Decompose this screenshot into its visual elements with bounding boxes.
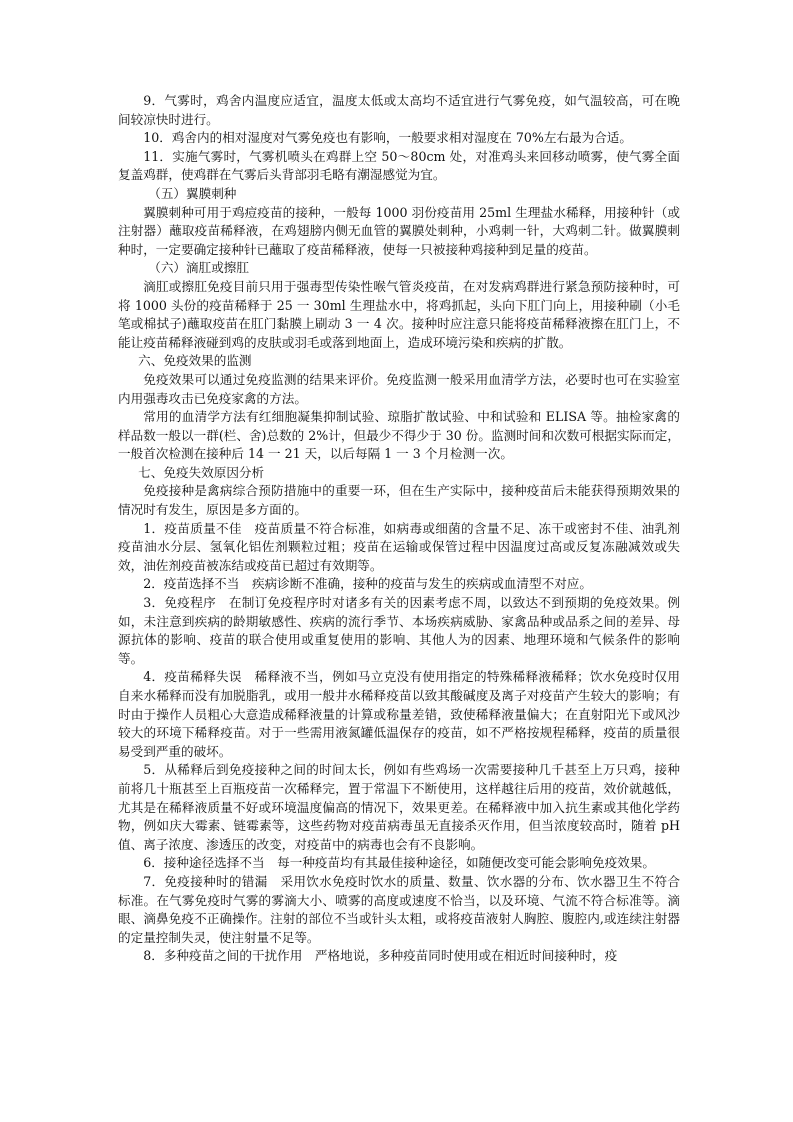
section-heading: （五）翼膜刺种 — [148, 185, 237, 201]
paragraph: 翼膜刺种可用于鸡痘疫苗的接种，一般每 1000 羽份疫苗用 25ml 生理盐水稀释，用接种针（或注射器）蘸取疫苗稀释液，在鸡翅膀内侧无血管的翼膜处刺种，小鸡刺一针，大鸡刺二针。做翼膜刺种时，一定要确定接种针已蘸取了疫苗稀释液，使每一只被接种鸡接种到足量的疫苗。 — [118, 204, 680, 257]
section-heading: 六、免疫效果的监测 — [138, 353, 252, 369]
paragraph: 5．从稀释后到免疫接种之间的时间太长，例如有些鸡场一次需要接种几千甚至上万只鸡，接种前将几十瓶甚至上百瓶疫苗一次稀释完，置于常温下不断使用，这样越往后用的疫苗，效价就越低，尤其是在稀释液质量不好或环境温度偏高的情况下，效果更差。在稀释液中加入抗生素或其他化学药物，例如庆大霉素、链霉素等，这些药物对疫苗病毒虽无直接杀灭作用，但当浓度较高时，随着 pH 值、离子浓度、渗透压的改变，对疫苗中的病毒也会有不良影响。 — [118, 762, 680, 852]
paragraph: 9．气雾时，鸡舍内温度应适宜，温度太低或太高均不适宜进行气雾免疫，如气温较高，可在晚间较凉快时进行。 — [118, 93, 680, 127]
section-heading: （六）滴肛或擦肛 — [148, 260, 249, 276]
paragraph: 10．鸡舍内的相对湿度对气雾免疫也有影响，一般要求相对湿度在 70%左右最为合适。 — [143, 130, 632, 146]
paragraph: 3．免疫程序 在制订免疫程序时对诸多有关的因素考虑不周，以致达不到预期的免疫效果。例如，未注意到疾病的龄期敏感性、疾病的流行季节、本场疾病威胁、家禽品种或品系之间的差异、母源抗体的影响、疫苗的联合使用或重复使用的影响、其他人为的因素、地理环境和气候条件的影响等。 — [118, 595, 680, 666]
paragraph: 6．接种途径选择不当 每一种疫苗均有其最佳接种途径，如随便改变可能会影响免疫效果。 — [143, 855, 655, 871]
paragraph: 2．疫苗选择不当 疾病诊断不准确，接种的疫苗与发生的疾病或血清型不对应。 — [143, 576, 592, 592]
paragraph: 免疫接种是禽病综合预防措施中的重要一环，但在生产实际中，接种疫苗后未能获得预期效果的情况时有发生，原因是多方面的。 — [118, 483, 680, 518]
paragraph: 常用的血清学方法有红细胞凝集抑制试验、琼脂扩散试验、中和试验和 ELISA 等。抽检家禽的样品数一般以一群(栏、舍)总数的 2%计，但最少不得少于 30 份。监测时间和次数可根据实际而定，一般首次检测在接种后 14 一 21 天，以后每隔 1 一 3 个月检测一次。 — [118, 409, 680, 462]
document-body — [118, 92, 680, 966]
paragraph: 1．疫苗质量不佳 疫苗质量不符合标准，如病毒或细菌的含量不足、冻干或密封不佳、油乳剂疫苗油水分层、氢氧化铝佐剂颗粒过粗；疫苗在运输或保管过程中因温度过高或反复冻融减效或失效，油佐剂疫苗被冻结或疫苗已超过有效期等。 — [118, 520, 680, 573]
paragraph: 免疫效果可以通过免疫监测的结果来评价。免疫监测一般采用血清学方法，必要时也可在实验室内用强毒攻击已免疫家禽的方法。 — [118, 371, 680, 406]
section-heading: 七、免疫失效原因分析 — [138, 464, 265, 480]
paragraph: 4．疫苗稀释失误 稀释液不当，例如马立克没有使用指定的特殊稀释液稀释；饮水免疫时仅用自来水稀释而没有加脱脂乳，或用一般井水稀释疫苗以致其酸碱度及离子对疫苗产生较大的影响；有时由于操作人员粗心大意造成稀释液量的计算或称量差错，致使稀释液量偏大；在直射阳光下或风沙较大的环境下稀释疫苗。对于一些需用液氮罐低温保存的疫苗，如不严格按规程稀释，疫苗的质量很易受到严重的破坏。 — [118, 669, 680, 759]
paragraph: 7．免疫接种时的错漏 采用饮水免疫时饮水的质量、数量、饮水器的分布、饮水器卫生不符合标准。在气雾免疫时气雾的雾滴大小、喷雾的高度或速度不恰当，以及环境、气流不符合标准等。滴眼、滴鼻免疫不正确操作。注射的部位不当或针头太粗，或将疫苗液射人胸腔、腹腔内,或连续注射器的定量控制失灵，使注射量不足等。 — [118, 873, 680, 945]
paragraph: 8．多种疫苗之间的干扰作用 严格地说，多种疫苗同时使用或在相近时间接种时，疫 — [143, 948, 618, 964]
paragraph: 滴肛或擦肛免疫目前只用于强毒型传染性喉气管炎疫苗，在对发病鸡群进行紧急预防接种时，可将 1000 头份的疫苗稀释于 25 一 30ml 生理盐水中，将鸡抓起，头向下肛门向上，用接种刷（小毛笔或棉拭子)蘸取疫苗在肛门黏膜上刷动 3 一 4 次。接种时应注意只能将疫苗稀释液擦在肛门上，不能让疫苗稀释液碰到鸡的皮肤或羽毛或落到地面上，造成环境污染和疾病的扩散。 — [118, 278, 680, 350]
paragraph: 11．实施气雾时，气雾机喷头在鸡群上空 50～80cm 处，对准鸡头来回移动喷雾，使气雾全面复盖鸡群，使鸡群在气雾后头背部羽毛略有潮湿感觉为宜。 — [118, 148, 680, 183]
